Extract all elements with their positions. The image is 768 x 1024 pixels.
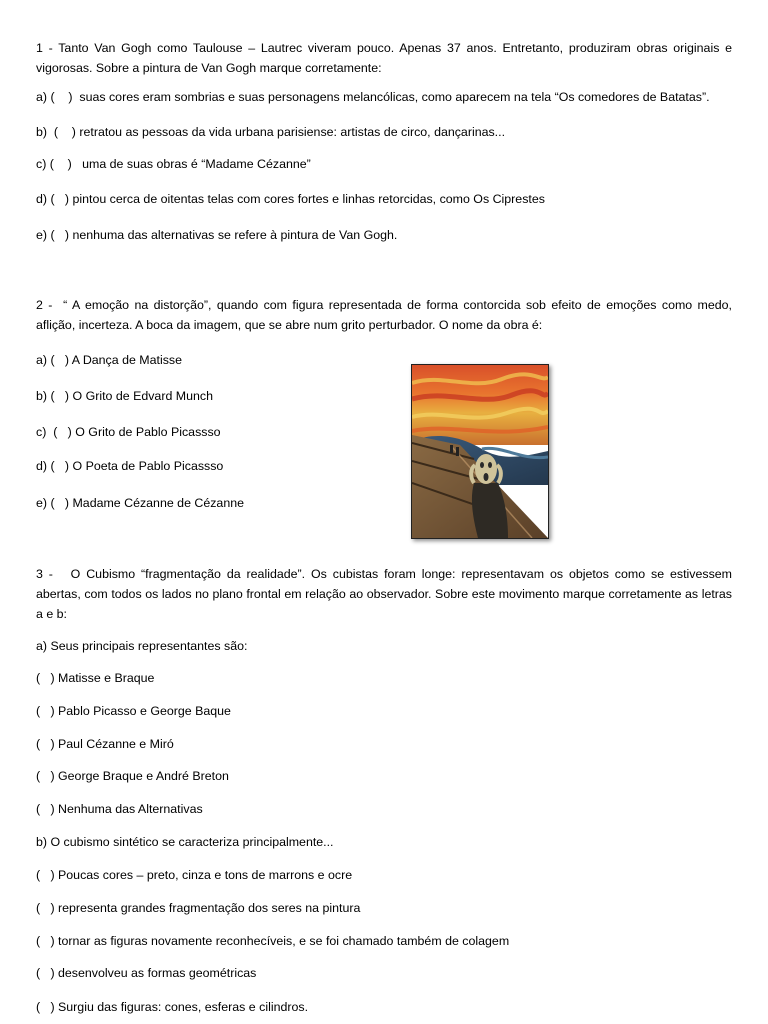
question-3a-option-4[interactable]: ( ) George Braque e André Breton bbox=[36, 769, 229, 783]
question-3a-option-5[interactable]: ( ) Nenhuma das Alternativas bbox=[36, 802, 203, 816]
question-3-part-b-title: b) O cubismo sintético se caracteriza principalmente... bbox=[36, 835, 334, 849]
question-2-option-c[interactable]: c) ( ) O Grito de Pablo Picassso bbox=[36, 425, 221, 439]
question-3a-option-1[interactable]: ( ) Matisse e Braque bbox=[36, 671, 155, 685]
question-2-option-b[interactable]: b) ( ) O Grito de Edvard Munch bbox=[36, 389, 213, 403]
question-3-part-a-title: a) Seus principais representantes são: bbox=[36, 639, 248, 653]
question-3b-option-3[interactable]: ( ) tornar as figuras novamente reconhecíveis, e se foi chamado também de colagem bbox=[36, 934, 510, 948]
the-scream-painting-icon bbox=[412, 365, 548, 538]
question-1-option-e[interactable]: e) ( ) nenhuma das alternativas se refere à pintura de Van Gogh. bbox=[36, 228, 398, 242]
question-3a-option-2[interactable]: ( ) Pablo Picasso e George Baque bbox=[36, 704, 231, 718]
question-1-option-c[interactable]: c) ( ) uma de suas obras é “Madame Cézanne” bbox=[36, 157, 311, 171]
question-3b-option-1[interactable]: ( ) Poucas cores – preto, cinza e tons de marrons e ocre bbox=[36, 868, 353, 882]
question-1-option-b[interactable]: b) ( ) retratou as pessoas da vida urbana parisiense: artistas de circo, dançarinas... bbox=[36, 125, 506, 139]
question-2-text: 2 - “ A emoção na distorção”, quando com figura representada de forma contorcida sob efeito de emoções como medo, aflição, incerteza. A boca da imagem, que se abre num grito perturbador. O nome da obra é: bbox=[36, 298, 732, 332]
question-1-option-a[interactable]: a) ( ) suas cores eram sombrias e suas personagens melancólicas, como aparecem na tela “Os comedores de Batatas”. bbox=[36, 90, 710, 104]
question-2-option-d[interactable]: d) ( ) O Poeta de Pablo Picassso bbox=[36, 459, 224, 473]
question-3b-option-5[interactable]: ( ) Surgiu das figuras: cones, esferas e cilindros. bbox=[36, 1000, 309, 1014]
question-3a-option-3[interactable]: ( ) Paul Cézanne e Miró bbox=[36, 737, 174, 751]
question-2-option-e[interactable]: e) ( ) Madame Cézanne de Cézanne bbox=[36, 496, 244, 510]
question-1-text: 1 - Tanto Van Gogh como Taulouse – Lautrec viveram pouco. Apenas 37 anos. Entretanto, produziram obras originais e vigorosas. Sobre a pintura de Van Gogh marque corretamente: bbox=[36, 41, 732, 75]
question-3-text: 3 - O Cubismo “fragmentação da realidade”. Os cubistas foram longe: representavam os objetos como se estivessem abertas, com todos os lados no plano frontal em relação ao observador. Sobre este movimento marque corretamente as letras a e b: bbox=[36, 567, 732, 621]
question-2-option-a[interactable]: a) ( ) A Dança de Matisse bbox=[36, 353, 182, 367]
question-3b-option-4[interactable]: ( ) desenvolveu as formas geométricas bbox=[36, 966, 257, 980]
the-scream-painting bbox=[411, 364, 549, 539]
question-3b-option-2[interactable]: ( ) representa grandes fragmentação dos seres na pintura bbox=[36, 901, 361, 915]
question-1-option-d[interactable]: d) ( ) pintou cerca de oitentas telas com cores fortes e linhas retorcidas, como Os Ciprestes bbox=[36, 192, 545, 206]
